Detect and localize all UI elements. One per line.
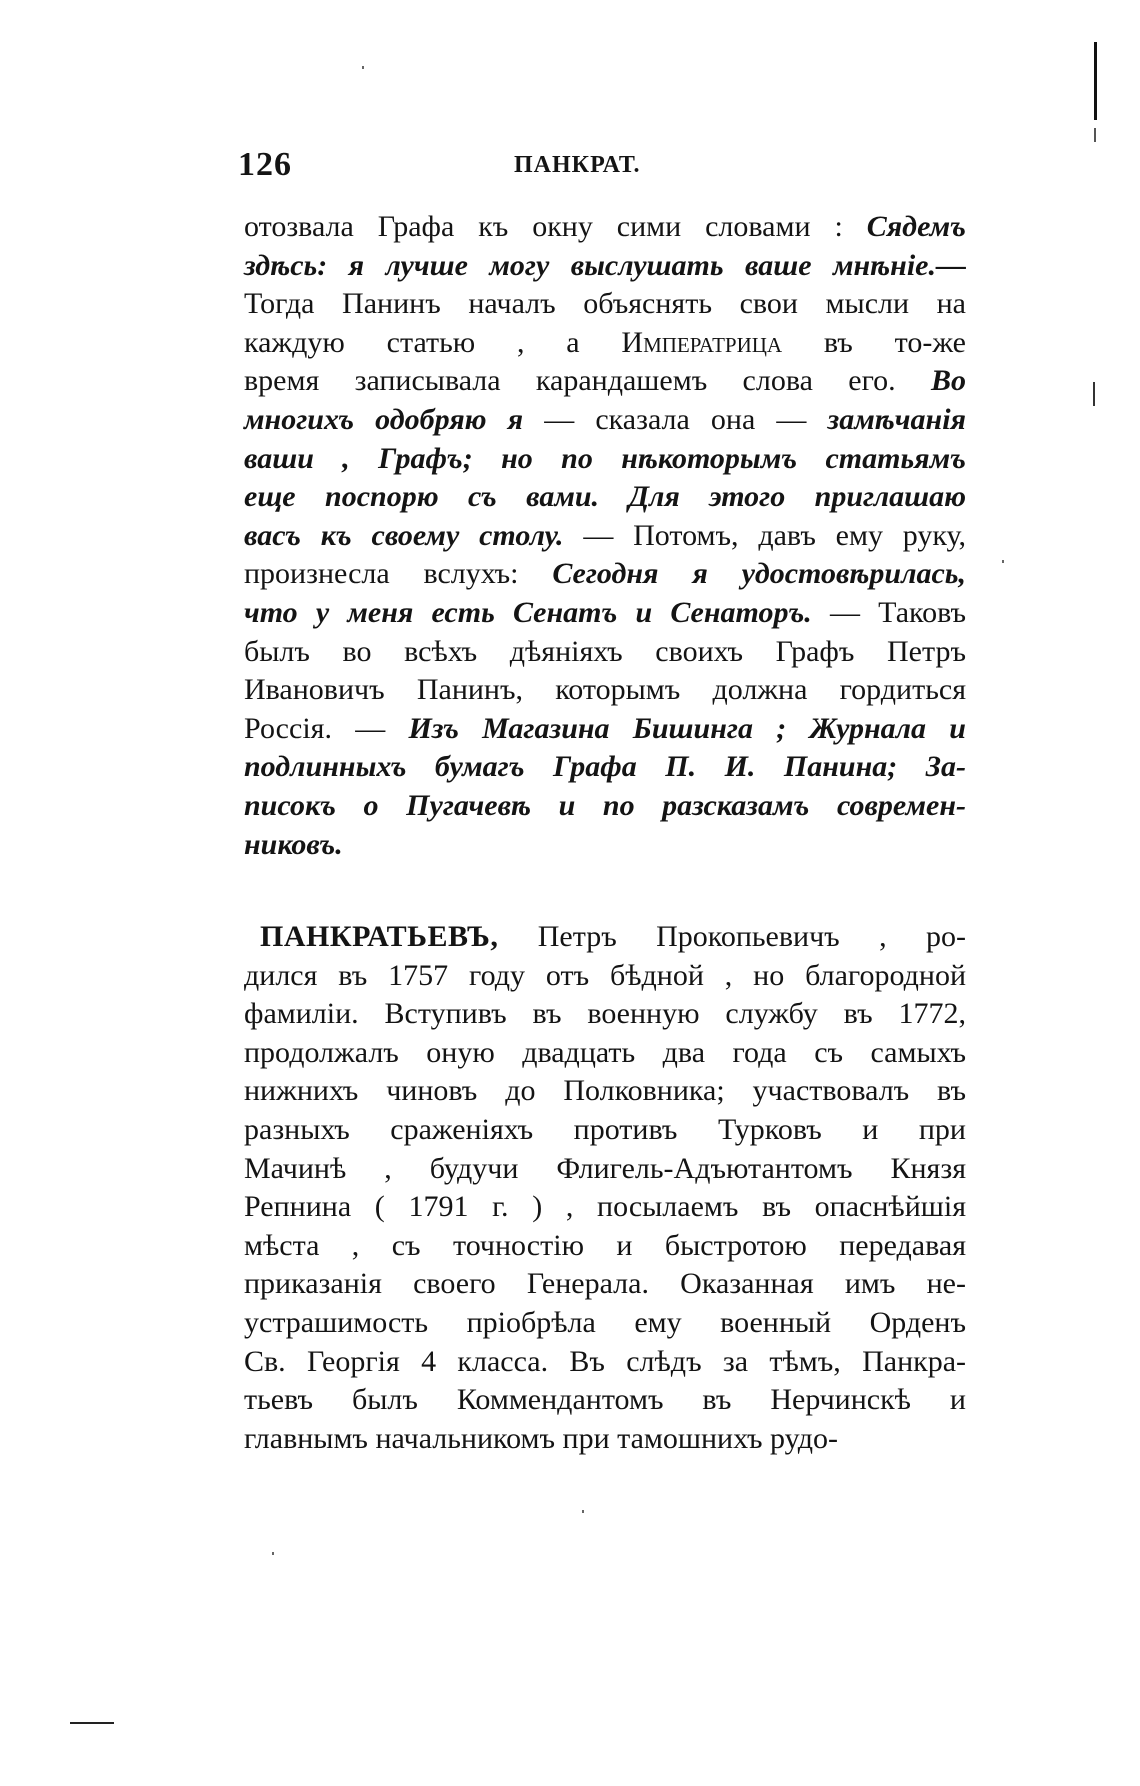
text-line: [244, 285, 966, 324]
text-run: замѣчанія: [827, 402, 966, 436]
text-line: [244, 787, 966, 826]
text-run: главнымъ начальникомъ при тамошнихъ рудо-: [244, 1421, 838, 1455]
text-run: мѣста , съ точностію и быстротою передавая: [244, 1228, 966, 1262]
text-run: время записывала карандашемъ слова его.: [244, 364, 931, 398]
text-run: здѣсь: я лучше могу выслушать ваше мнѣніе.—: [244, 248, 966, 282]
text-line: [244, 594, 966, 633]
text-line: [244, 671, 966, 710]
text-run: фамиліи. Вступивъ въ военную службу въ 1772,: [244, 997, 966, 1031]
text-run: подлинныхъ бумагъ Графа П. И. Панина; За-: [244, 750, 966, 784]
text-run: дился въ 1757 году отъ бѣдной , но благородной: [244, 958, 966, 992]
text-line: [244, 1072, 966, 1111]
text-line: [244, 826, 966, 865]
text-run: что у меня есть Сенатъ и Сенаторъ.: [244, 595, 812, 629]
text-line: [244, 478, 966, 517]
scan-margin-mark: [1093, 382, 1095, 406]
text-run: тьевъ былъ Коммендантомъ въ Нерчинскѣ и: [244, 1383, 966, 1417]
text-line: [244, 324, 966, 363]
scan-margin-mark: [1094, 128, 1096, 142]
text-line: [244, 957, 966, 996]
running-head: ПАНКРАТ.: [514, 152, 641, 178]
scan-speck: [1002, 560, 1004, 563]
text-run: ваши , Графъ; но по нѣкоторымъ статьямъ: [244, 441, 966, 475]
text-run: разныхъ сраженіяхъ противъ Турковъ и при: [244, 1112, 966, 1146]
text-line: [244, 517, 966, 556]
text-line: [244, 1343, 966, 1382]
text-run: — сказала она —: [523, 402, 828, 436]
text-run: еще поспорю съ вами. Для этого приглашаю: [244, 480, 966, 514]
text-run: продолжалъ оную двадцать два года съ самыхъ: [244, 1035, 966, 1069]
text-line: [244, 633, 966, 672]
text-run: писокъ о Пугачевѣ и по разсказамъ современ-: [244, 788, 966, 822]
text-run: никовъ.: [244, 827, 343, 861]
entry-pankratyev: [244, 918, 966, 1458]
text-run: Императрица: [621, 325, 783, 359]
text-line: [244, 1227, 966, 1266]
text-line: [244, 208, 966, 247]
scan-margin-rule: [70, 1722, 114, 1724]
text-line: [244, 1188, 966, 1227]
text-run: былъ во всѣхъ дѣяніяхъ своихъ Графъ Петръ: [244, 634, 966, 668]
text-run: Сядемъ: [866, 210, 966, 243]
text-line: [244, 362, 966, 401]
text-line: [244, 1381, 966, 1420]
text-line: [244, 1034, 966, 1073]
scan-speck: [272, 1552, 274, 1555]
text-run: Репнина ( 1791 г. ) , посылаемъ въ опаснѣйшія: [244, 1190, 966, 1224]
text-run: каждую статью , а: [244, 325, 622, 359]
text-run: Петръ Прокопьевичъ , ро-: [498, 920, 966, 953]
text-line: [244, 1304, 966, 1343]
text-run: Во: [930, 364, 966, 398]
text-run: отозвала Графа къ окну сими словами :: [244, 210, 867, 243]
text-run: — Таковъ: [811, 595, 966, 629]
text-line: [244, 995, 966, 1034]
text-line: [244, 1150, 966, 1189]
text-run: произнесла вслухъ:: [244, 557, 553, 591]
text-run: въ то-же: [782, 325, 966, 359]
text-run: Сегодня я удостовѣрилась,: [552, 557, 966, 591]
text-run: Изъ Магазина Бишинга ; Журнала и: [408, 711, 966, 745]
entry-panin-continuation: [244, 208, 966, 864]
text-line: [244, 710, 966, 749]
text-run: устрашимость пріобрѣла ему военный Орденъ: [244, 1305, 966, 1339]
text-run: Россія. —: [244, 711, 409, 745]
page-number: 126: [238, 146, 292, 183]
text-line: [244, 440, 966, 479]
text-line: [244, 401, 966, 440]
text-run: Св. Георгія 4 класса. Въ слѣдъ за тѣмъ, Панкра-: [244, 1344, 966, 1378]
text-run: многихъ одобряю я: [244, 402, 524, 436]
text-run: васъ къ своему столу.: [244, 518, 564, 552]
text-run: приказанія своего Генерала. Оказанная имъ не-: [244, 1267, 966, 1301]
text-run: Тогда Панинъ началъ объяснять свои мысли на: [244, 287, 966, 321]
text-run: — Потомъ, давъ ему руку,: [563, 518, 966, 552]
text-line: [244, 1265, 966, 1304]
page-header: [238, 146, 978, 186]
text-line: [244, 918, 966, 957]
text-run: нижнихъ чиновъ до Полковника; участвовалъ въ: [244, 1074, 966, 1108]
text-line: [244, 1111, 966, 1150]
text-line: [244, 1420, 966, 1459]
text-run: Ивановичъ Панинъ, которымъ должна гордиться: [244, 673, 966, 707]
scan-margin-rule: [1094, 42, 1097, 120]
scan-speck: [362, 66, 364, 69]
text-line: [244, 555, 966, 594]
text-run: Мачинѣ , будучи Флигель-Адъютантомъ Князя: [244, 1151, 966, 1185]
text-run: ПАНКРАТЬЕВЪ,: [260, 920, 499, 953]
text-line: [244, 748, 966, 787]
text-line: [244, 247, 966, 286]
scan-speck: [582, 1510, 584, 1513]
